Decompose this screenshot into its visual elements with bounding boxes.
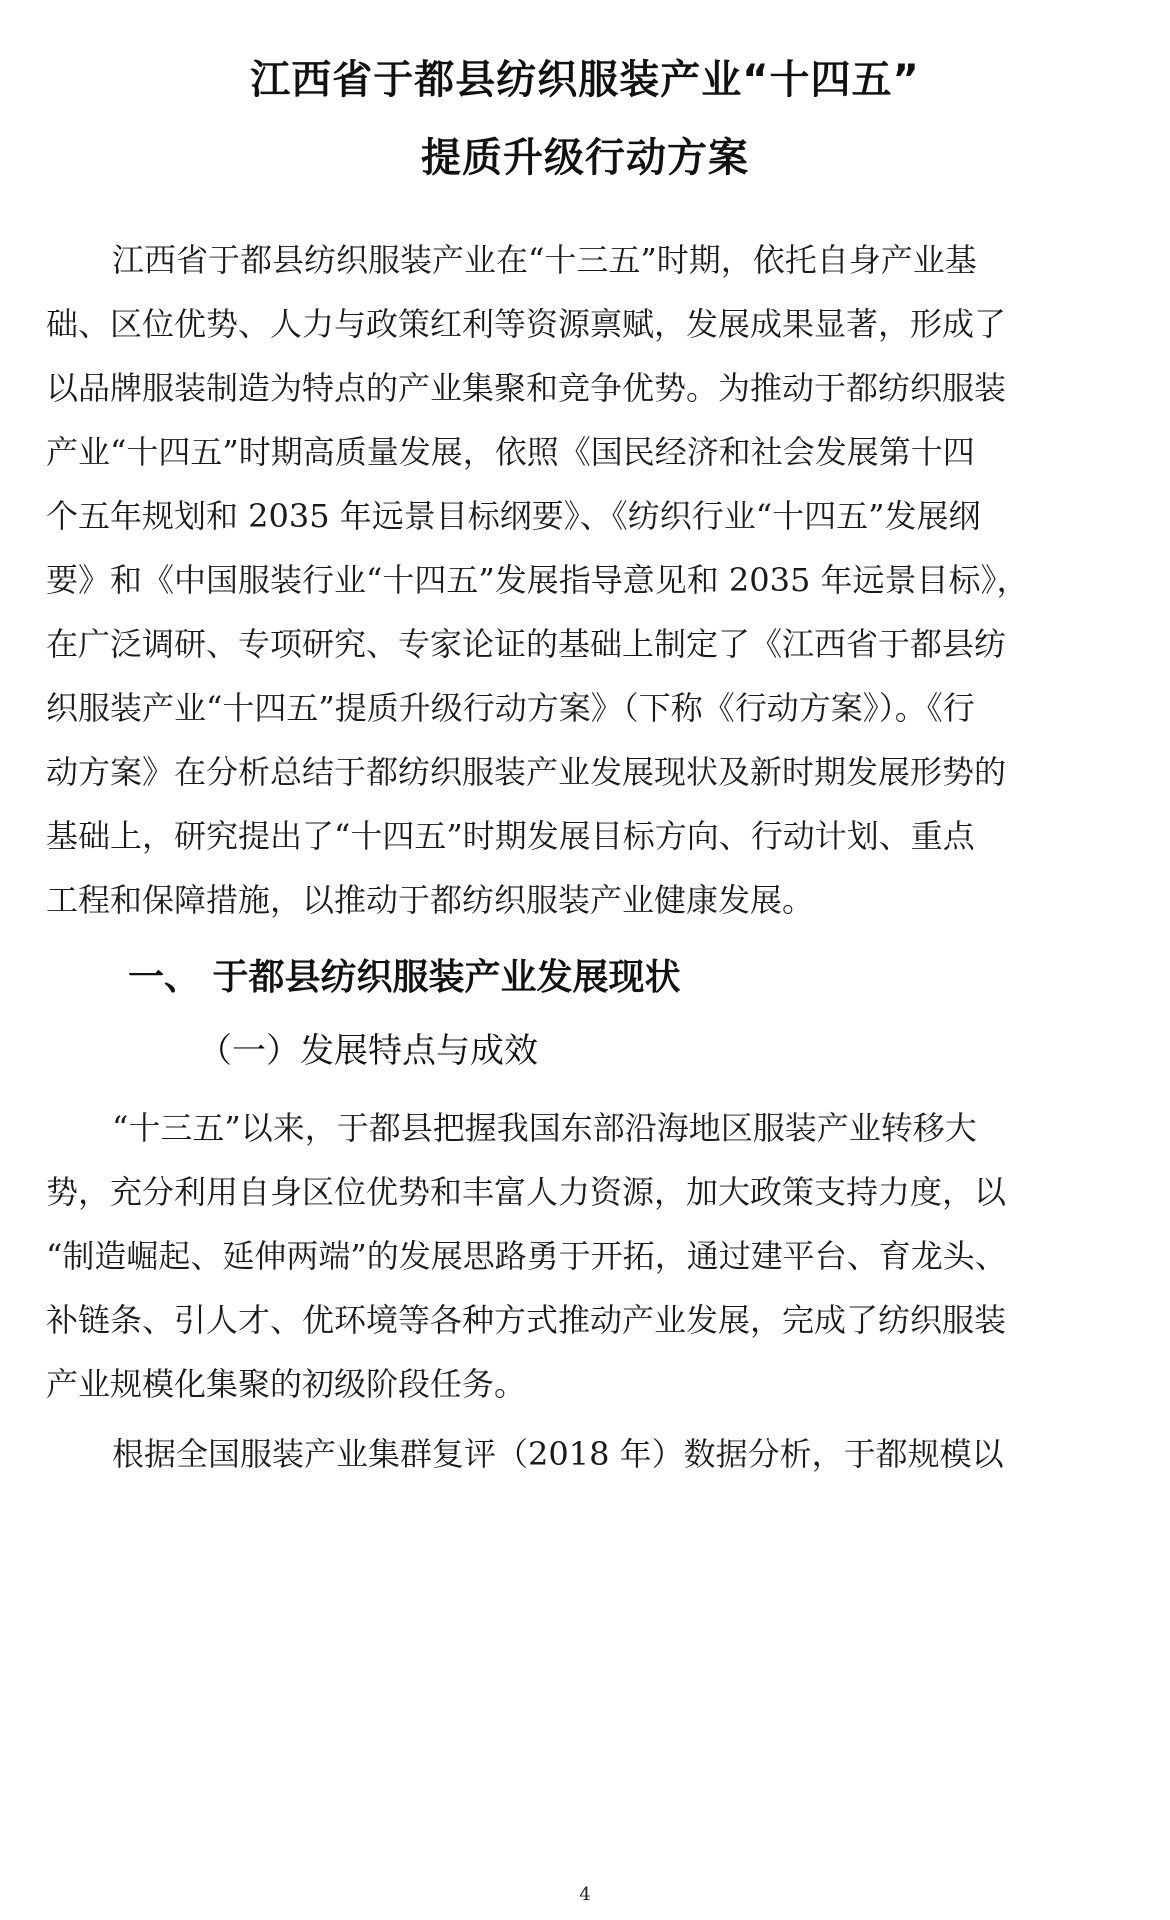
subsection-heading: （一）发展特点与成效 <box>198 1031 538 1071</box>
section-heading: 一、 于都县纺织服装产业发展现状 <box>128 957 681 998</box>
body-paragraph-line: 补链条、引人才、优环境等各种方式推动产业发展，完成了纺织服装 <box>46 1301 1007 1339</box>
intro-paragraph-line: 江西省于都县纺织服装产业在“十三五”时期，依托自身产业基 <box>112 241 977 279</box>
intro-paragraph-line: 动方案》在分析总结于都纺织服装产业发展现状及新时期发展形势的 <box>46 753 1007 791</box>
intro-paragraph-line: 在广泛调研、专项研究、专家论证的基础上制定了《江西省于都县纺 <box>46 625 1007 663</box>
intro-paragraph-line: 产业“十四五”时期高质量发展，依照《国民经济和社会发展第十四 <box>46 433 975 471</box>
intro-paragraph-line: 基础上，研究提出了“十四五”时期发展目标方向、行动计划、重点 <box>46 817 975 855</box>
body-paragraph-line: “十三五”以来，于都县把握我国东部沿海地区服装产业转移大 <box>112 1109 977 1147</box>
body-paragraph-line: 势，充分利用自身区位优势和丰富人力资源，加大政策支持力度，以 <box>46 1173 1007 1211</box>
intro-paragraph-line: 工程和保障措施，以推动于都纺织服装产业健康发展。 <box>46 881 815 919</box>
intro-paragraph-line: 要》和《中国服装行业“十四五”发展指导意见和 2035 年远景目标》， <box>46 561 1029 599</box>
body-paragraph-line: “制造崛起、延伸两端”的发展思路勇于开拓，通过建平台、育龙头、 <box>46 1237 1007 1275</box>
page-number: 4 <box>579 1884 591 1905</box>
intro-paragraph-line: 个五年规划和 2035 年远景目标纲要》、《纺织行业“十四五”发展纲 <box>46 497 981 535</box>
intro-paragraph-line: 础、区位优势、人力与政策红利等资源禀赋，发展成果显著，形成了 <box>46 305 1007 343</box>
document-title-line-2: 提质升级行动方案 <box>421 135 749 181</box>
document-title-line-1: 江西省于都县纺织服装产业“十四五” <box>250 57 920 103</box>
intro-paragraph-line: 以品牌服装制造为特点的产业集聚和竞争优势。为推动于都纺织服装 <box>46 369 1007 407</box>
body-paragraph-line: 产业规模化集聚的初级阶段任务。 <box>46 1365 527 1403</box>
body-paragraph-line: 根据全国服装产业集群复评（2018 年）数据分析，于都规模以 <box>112 1435 1004 1473</box>
intro-paragraph-line: 织服装产业“十四五”提质升级行动方案》（下称《行动方案》）。《行 <box>46 689 975 727</box>
